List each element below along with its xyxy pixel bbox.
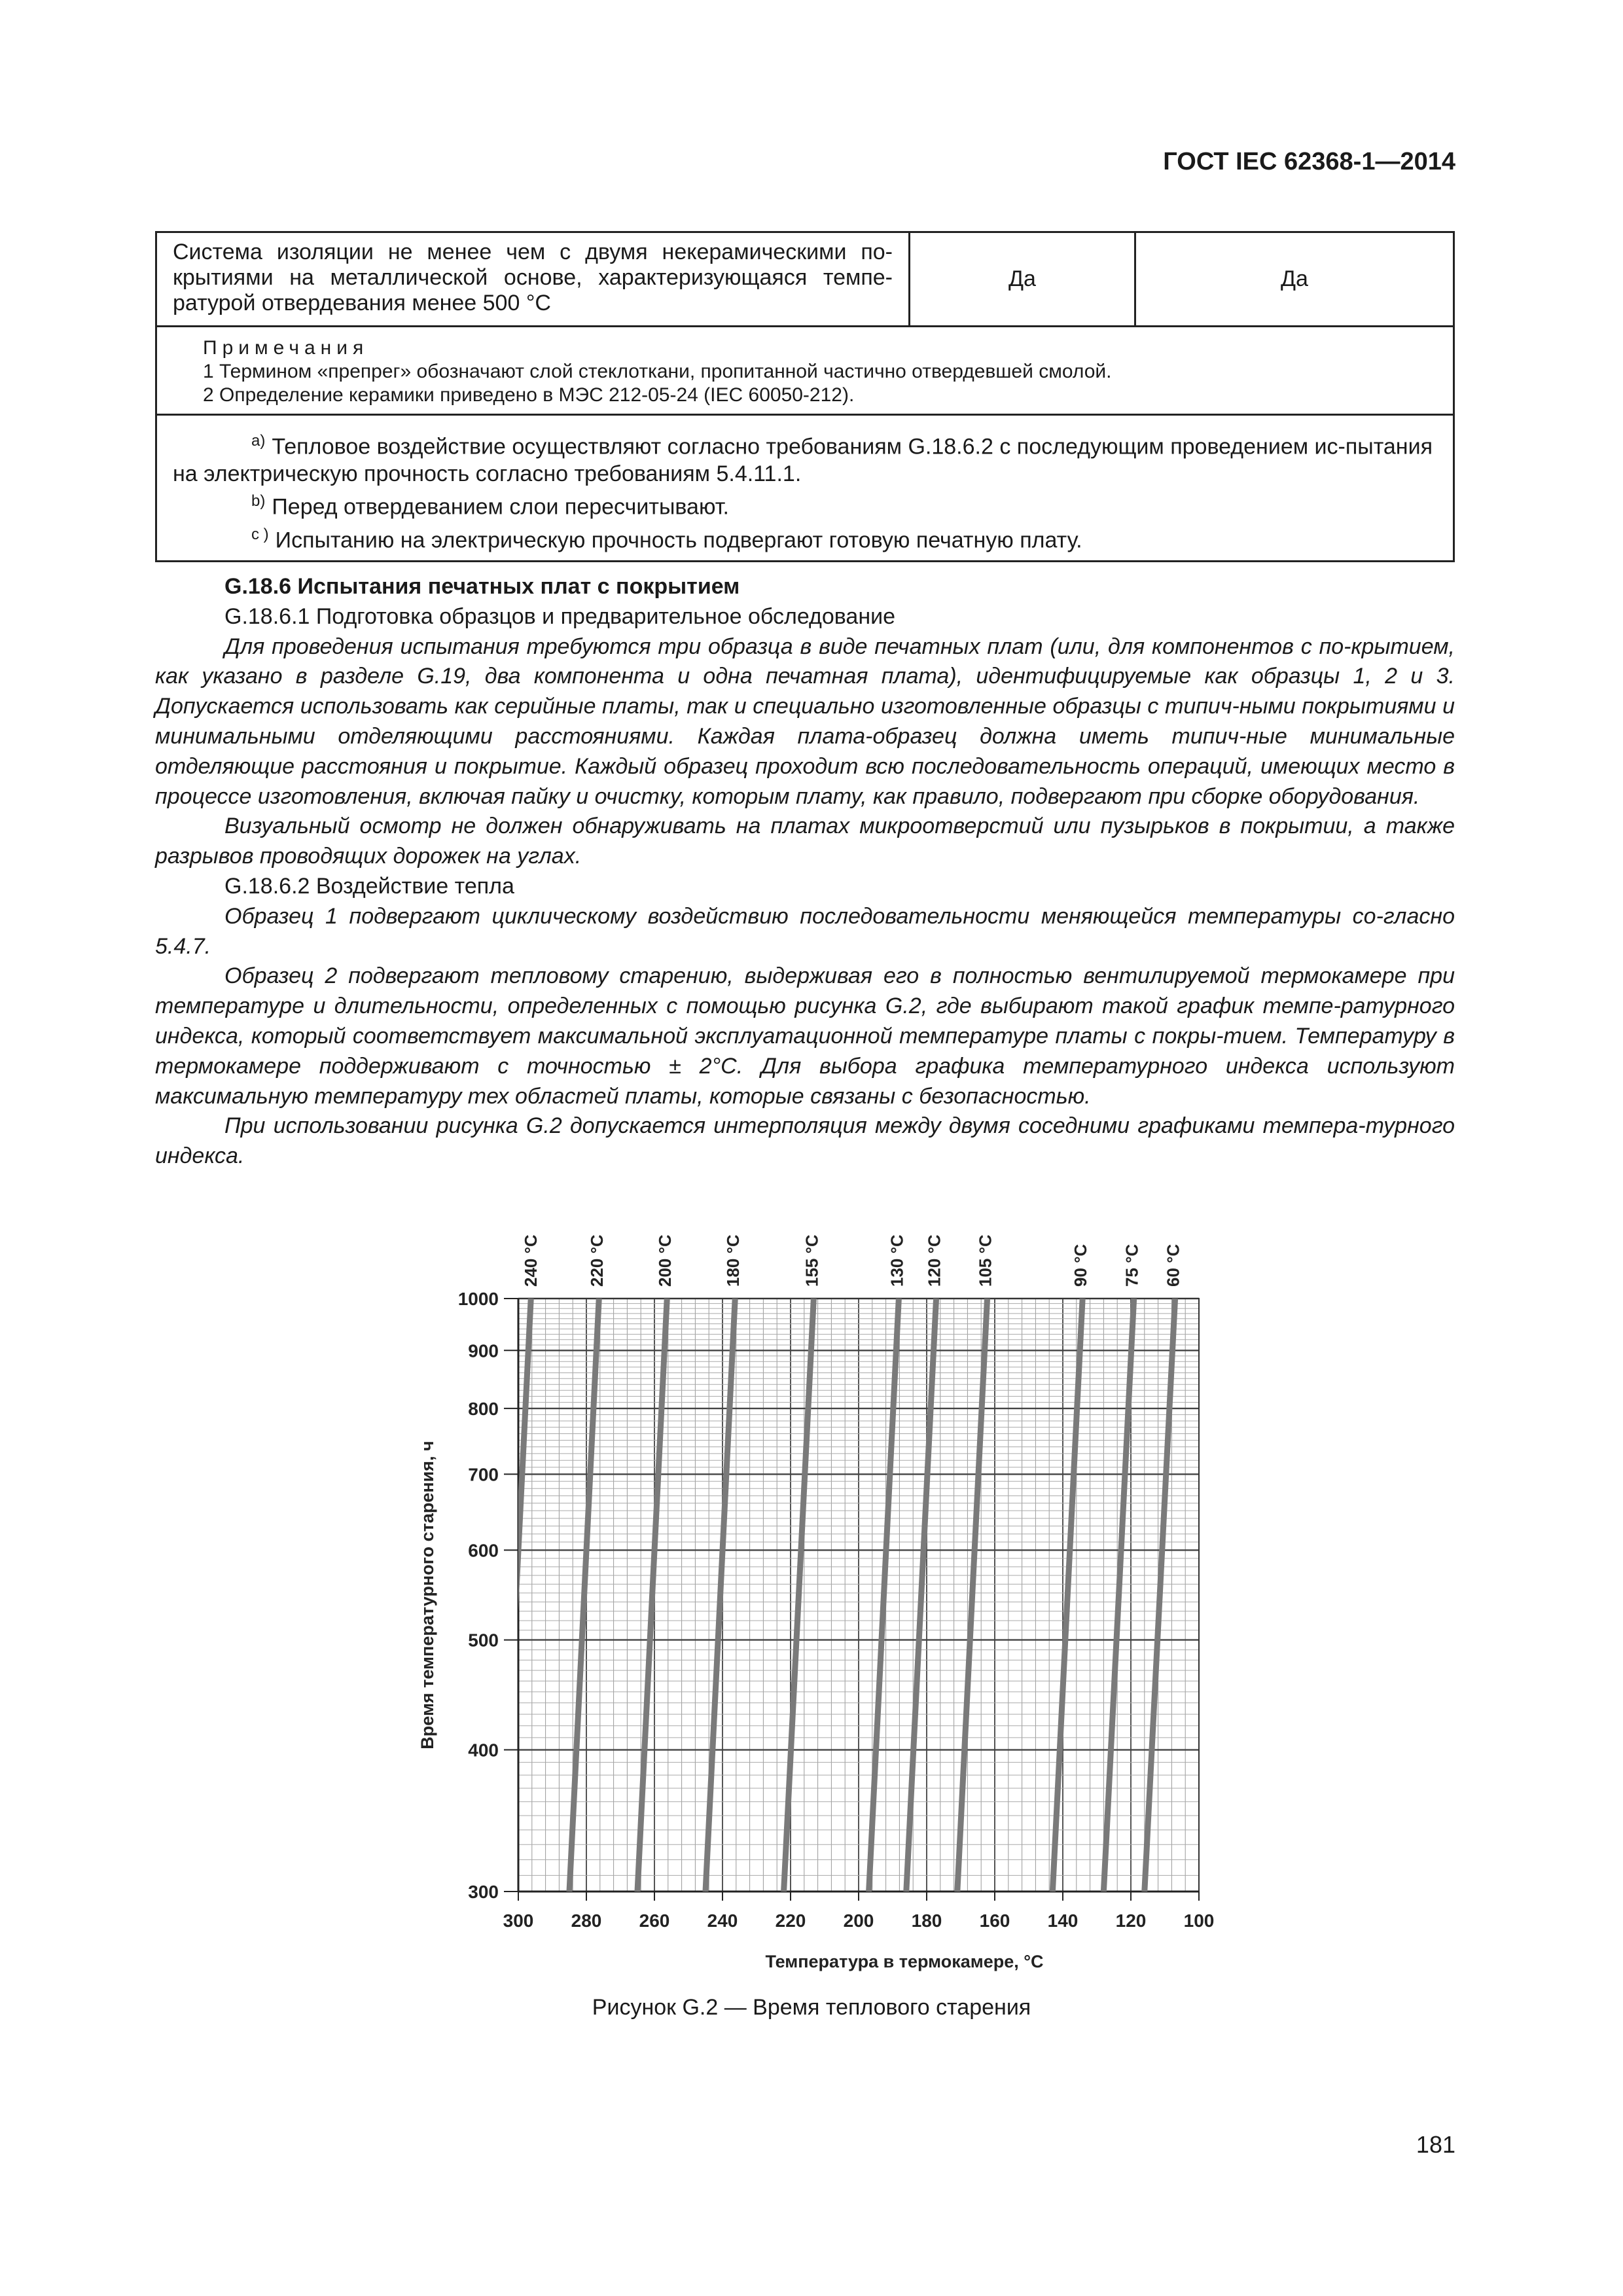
- page-header: ГОСТ IEC 62368-1—2014: [1163, 148, 1455, 175]
- y-tick-label: 600: [468, 1540, 499, 1561]
- x-tick-label: 280: [571, 1910, 602, 1931]
- series-label: 220 °С: [587, 1234, 607, 1287]
- footnote-c-mark: c ): [251, 525, 269, 543]
- x-tick-label: 260: [639, 1910, 670, 1931]
- x-tick-label: 120: [1115, 1910, 1147, 1931]
- series-line: [1052, 1299, 1082, 1892]
- table-cell-yes-1: Да: [910, 232, 1135, 327]
- note-2: 2 Определение керамики приведено в МЭС 212-05-24 (IEC 60050-212).: [203, 384, 855, 406]
- footnote-b-text: Перед отвердеванием слои пересчитывают.: [272, 494, 729, 520]
- footnote-b: [173, 488, 1437, 520]
- body-text: [155, 572, 1455, 1172]
- y-axis-label: Время температурного старения, ч: [418, 1441, 437, 1749]
- series-line: [869, 1299, 899, 1892]
- series-line: [569, 1299, 599, 1892]
- footnote-c: [173, 521, 1437, 554]
- y-tick-label: 900: [468, 1340, 499, 1361]
- series-label: 200 °С: [655, 1234, 675, 1287]
- table-cell-description: Система изоляции не менее чем с двумя некерамическими по-крытиями на металлической основе, характеризующаяся темпе-ратурой отвердевания менее 500 °С: [156, 232, 910, 327]
- table-cell-yes-2: Да: [1135, 232, 1454, 327]
- y-tick-label: 500: [468, 1630, 499, 1651]
- notes-title: Примечания: [203, 337, 369, 359]
- series-label: 90 °С: [1071, 1244, 1091, 1287]
- series-label: 60 °С: [1163, 1244, 1183, 1287]
- x-tick-label: 300: [503, 1910, 534, 1931]
- note-1: 1 Термином «препрег» обозначают слой стеклоткани, пропитанной частично отвердевшей смолой.: [203, 361, 1112, 382]
- series-line: [957, 1299, 988, 1892]
- x-tick-label: 160: [979, 1910, 1010, 1931]
- paragraph-2: Визуальный осмотр не должен обнаруживать на платах микроотверстий или пузырьков в покрытии, а также разрывов проводящих дорожек на углах.: [155, 814, 1455, 869]
- series-line: [906, 1299, 936, 1892]
- footnote-c-text: Испытанию на электрическую прочность подвергают готовую печатную плату.: [275, 527, 1082, 552]
- table-notes: [156, 327, 1454, 415]
- y-tick-label: 300: [468, 1882, 499, 1902]
- subsection-heading-2: G.18.6.2 Воздействие тепла: [224, 873, 514, 899]
- paragraph-3: Образец 1 подвергают циклическому воздействию последовательности меняющейся температуры со-гласно 5.4.7.: [155, 903, 1455, 959]
- series-label: 120 °С: [924, 1234, 944, 1287]
- paragraph-5: При использовании рисунка G.2 допускается интерполяция между двумя соседними графиками темпера-турного индекса.: [155, 1113, 1455, 1169]
- table-footnotes-row: [156, 415, 1454, 562]
- footnote-a-mark: a): [251, 432, 266, 450]
- series-line: [784, 1299, 814, 1892]
- y-tick-label: 800: [468, 1398, 499, 1419]
- footnote-a-text: Тепловое воздействие осуществляют согласно требованиям G.18.6.2 с последующим проведением ис-пытания на электрическую прочность согласно требованиям 5.4.11.1.: [173, 434, 1433, 487]
- series-line: [1103, 1299, 1133, 1892]
- table-notes-row: [156, 327, 1454, 415]
- series-label: 130 °С: [887, 1234, 907, 1287]
- x-axis-label: Температура в термокамере, °С: [765, 1952, 1044, 1971]
- series-label: 240 °С: [521, 1234, 541, 1287]
- x-tick-label: 200: [843, 1910, 874, 1931]
- series-line: [705, 1299, 735, 1892]
- requirements-table: [155, 231, 1455, 562]
- series-line: [637, 1299, 667, 1892]
- table-footnotes: [156, 415, 1454, 562]
- figure-caption: Рисунок G.2 — Время теплового старения: [592, 1995, 1031, 2020]
- series-label: 75 °С: [1122, 1244, 1142, 1287]
- x-tick-label: 140: [1047, 1910, 1079, 1931]
- footnote-a: [173, 427, 1437, 488]
- series-line: [501, 1299, 531, 1892]
- x-tick-label: 100: [1183, 1910, 1215, 1931]
- series-label: 180 °С: [723, 1234, 743, 1287]
- aging-time-chart: [393, 1217, 1230, 1993]
- footnote-b-mark: b): [251, 492, 266, 511]
- series-label: 155 °С: [802, 1234, 822, 1287]
- series-line: [1145, 1299, 1175, 1892]
- page-number: 181: [1416, 2131, 1455, 2158]
- x-tick-label: 180: [911, 1910, 942, 1931]
- x-tick-label: 240: [707, 1910, 738, 1931]
- section-heading: G.18.6 Испытания печатных плат с покрытием: [224, 574, 740, 599]
- x-tick-label: 220: [775, 1910, 806, 1931]
- series-label: 105 °С: [975, 1234, 995, 1287]
- table-row: [156, 232, 1454, 327]
- paragraph-1: Для проведения испытания требуются три образца в виде печатных плат (или, для компонентов с по-крытием, как указано в разделе G.19, два компонента и одна печатная плата), идентифицируемые как образцы 1, 2 и 3. Допускается использовать как серийные платы, так и специально изготовленные образцы с типич-ными покрытиями и минимальными отделяющими расстояниями. Каждая плата-образец должна иметь типич-ные минимальные отделяющие расстояния и покрытие. Каждый образец проходит всю последовательность операций, имеющих место в процессе изготовления, включая пайку и очистку, которым плату, как правило, подвергают при сборке оборудования.: [155, 634, 1455, 809]
- paragraph-4: Образец 2 подвергают тепловому старению, выдерживая его в полностью вентилируемой термокамере при температуре и длительности, определенных с помощью рисунка G.2, где выбирают такой график темпе-ратурного индекса, который соответствует максимальной эксплуатационной температуре платы с покры-тием. Температуру в термокамере поддерживают с точностью ± 2°C. Для выбора графика температурного индекса используют максимальную температуру тех областей платы, которые связаны с безопасностью.: [155, 963, 1455, 1109]
- y-tick-label: 700: [468, 1464, 499, 1485]
- y-tick-label: 1000: [457, 1289, 499, 1309]
- y-tick-label: 400: [468, 1740, 499, 1761]
- chart-svg: [393, 1217, 1230, 1990]
- subsection-heading-1: G.18.6.1 Подготовка образцов и предварительное обследование: [224, 603, 896, 629]
